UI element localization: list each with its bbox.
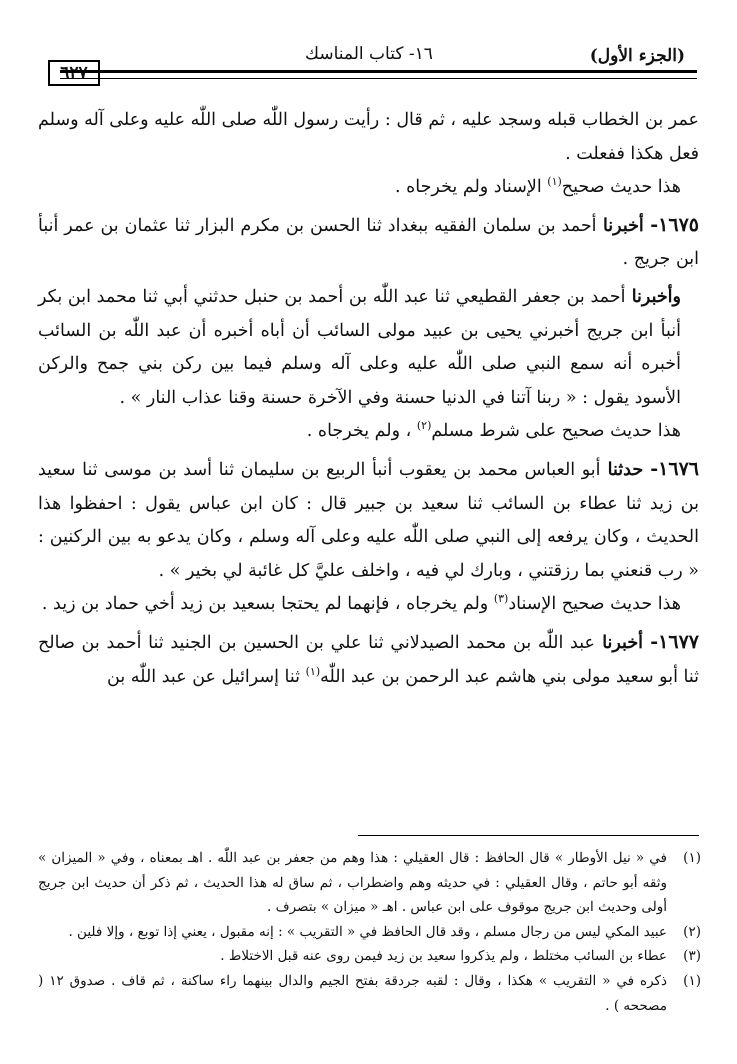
hadith-number: ١٦٧٥-	[650, 213, 699, 236]
header-rule-thin	[60, 78, 697, 79]
hadith-1677	[38, 626, 699, 694]
hadith-lead-word: حدثنا	[600, 459, 651, 480]
hadith-1676	[38, 453, 699, 588]
footnote-separator	[358, 835, 699, 836]
footnote	[38, 944, 701, 969]
grading-text: هذا حديث صحيح على شرط مسلم	[431, 421, 681, 442]
hadith-text: أحمد بن جعفر القطيعي ثنا عبد اللّٰه بن أحمد بن حنبل حدثني أبي ثنا محمد ابن بكر أنبأ ابن جريج أخبرني يحيى بن عبيد مولى السائب أن أباه أخبره أن عبد اللّٰه بن السائب أخبره أنه سمع النبي صلى اللّٰه عليه وعلى آله وسلم فيما بين ركن بني جمح والركن الأسود يقول : « ربنا آتنا في الدنيا حسنة وفي الآخرة حسنة وقنا عذاب النار » .	[38, 286, 681, 408]
footnote	[38, 920, 701, 945]
page-number: ٦٢٧	[48, 60, 100, 86]
grading-note-2	[38, 415, 699, 449]
footnote-mark: (١)	[683, 850, 701, 866]
hadith-lead-word: أخبرنا	[594, 632, 651, 653]
footnote-ref: (٣)	[493, 592, 509, 606]
footnote-text: في « نيل الأوطار » قال الحافظ : قال العقيلي : هذا وهم من جعفر بن عبد اللّٰه . اهـ بمعناه ، وفي « الميزان » وثقه أبو حاتم ، وقال العقيلي : في حديثه وهم واضطراب ، ثم ساق له هذا الحديث ، ثم ذكر أن حديث ابن جريج أولى وحديث ابن جريج موقوف على ابن عباس . اهـ « ميزان » بتصرف .	[38, 850, 667, 916]
chapter-title: ١٦- كتاب المناسك	[305, 44, 433, 64]
footnote-ref: (٢)	[416, 419, 432, 433]
hadith-number: ١٦٧٧-	[650, 630, 699, 653]
hadith-text-end: ثنا إسرائيل عن عبد اللّٰه بن	[107, 666, 306, 687]
main-text	[38, 104, 699, 694]
grading-text-end: ولم يخرجاه ، فإنهما لم يحتجا بسعيد بن زيد أخي حماد بن زيد .	[41, 594, 494, 615]
hadith-number: ١٦٧٦-	[650, 457, 699, 480]
footnote-mark: (٢)	[683, 923, 701, 940]
footnote-ref: (١)	[305, 664, 321, 678]
part-label: (الجزء الأول)	[589, 46, 685, 66]
grading-note-1	[38, 171, 699, 205]
grading-text-end: ، ولم يخرجاه .	[306, 421, 417, 442]
hadith-text: عبد اللّٰه بن محمد الصيدلاني ثنا علي بن الحسين بن الجنيد ثنا أحمد بن صالح ثنا أبو سعيد مولى بني هاشم عبد الرحمن بن عبد اللّٰه	[38, 632, 699, 687]
footnote-text: ذكره في « التقريب » هكذا ، وقال : لقبه جردقة بفتح الجيم والدال بينهما راء ساكنة ، ثم قاف . صدوق ١٢ ( مصححه ) .	[38, 972, 667, 1014]
footnote-ref: (١)	[547, 175, 562, 189]
hadith-lead-word: أخبرنا	[596, 215, 651, 236]
header-rule-thick	[60, 70, 697, 73]
footnote	[38, 969, 701, 1018]
hadith-text: أبو العباس محمد بن يعقوب أنبأ الربيع بن سليمان ثنا أسد بن موسى ثنا سعيد بن زيد ثنا عطاء بن السائب ثنا سعيد بن جبير قال : كان ابن عباس يقول : احفظوا هذا الحديث ، وكان يرفعه إلى النبي صلى اللّٰه عليه وعلى آله وسلم ، وكان يدعو به بين الركنين : « رب قنعني بما رزقتني ، وبارك لي فيه ، واخلف عليَّ كل غائبة لي بخير » .	[38, 459, 699, 581]
hadith-text: أحمد بن سلمان الفقيه ببغداد ثنا الحسن بن مكرم البزار ثنا عثمان بن عمر أنبأ ابن جريج .	[38, 215, 699, 270]
grading-text-end: الإسناد ولم يخرجاه .	[394, 177, 548, 198]
footnote-text: عبيد المكي ليس من رجال مسلم ، وقد قال الحافظ في « التقريب » : إنه مقبول ، يعني إذا توبع ، وإلا فلين .	[68, 923, 667, 940]
footnote	[38, 846, 701, 920]
grading-note-3	[38, 588, 699, 622]
footnote-mark: (٣)	[683, 948, 701, 965]
grading-text: هذا حديث صحيح الإسناد	[508, 594, 681, 615]
page-header	[40, 40, 697, 83]
footnotes	[38, 846, 701, 1018]
footnote-mark: (١)	[683, 972, 701, 989]
grading-text: هذا حديث صحيح	[561, 177, 681, 198]
footnote-text: عطاء بن السائب مختلط ، ولم يذكروا سعيد بن زيد فيمن روى عنه قبل الاختلاط .	[220, 948, 667, 965]
hadith-lead-word: وأخبرنا	[625, 286, 681, 307]
hadith-1675-chain-2	[38, 281, 699, 415]
hadith-1675	[38, 209, 699, 277]
paragraph-continuation: عمر بن الخطاب قبله وسجد عليه ، ثم قال : رأيت رسول اللّٰه صلى اللّٰه عليه وعلى آله وسلم فعل هكذا ففعلت .	[38, 110, 699, 164]
